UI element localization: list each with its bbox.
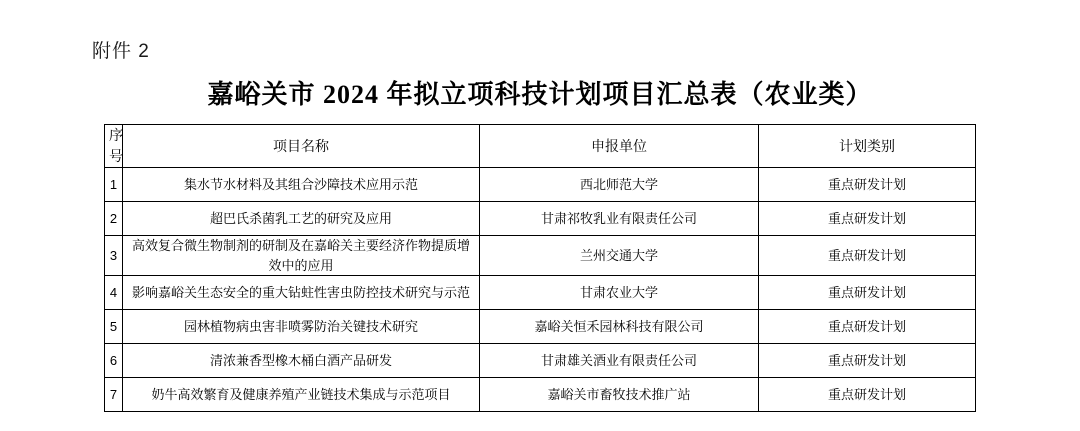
cell-plan-category: 重点研发计划: [759, 378, 976, 412]
cell-index: 6: [105, 344, 123, 378]
table-row: [105, 378, 976, 412]
attachment-label: 附件 2: [92, 41, 150, 62]
cell-index: 5: [105, 310, 123, 344]
column-header-project-name: 项目名称: [123, 125, 480, 168]
cell-applicant-unit: 西北师范大学: [480, 168, 759, 202]
cell-project-name: 影响嘉峪关生态安全的重大钻蛀性害虫防控技术研究与示范: [123, 276, 480, 310]
cell-index: 1: [105, 168, 123, 202]
cell-plan-category: 重点研发计划: [759, 202, 976, 236]
cell-applicant-unit: 甘肃农业大学: [480, 276, 759, 310]
project-summary-table: [104, 124, 976, 412]
cell-index: 3: [105, 236, 123, 276]
cell-applicant-unit: 甘肃雄关酒业有限责任公司: [480, 344, 759, 378]
table-row: [105, 310, 976, 344]
cell-applicant-unit: 甘肃祁牧乳业有限责任公司: [480, 202, 759, 236]
cell-index: 4: [105, 276, 123, 310]
cell-plan-category: 重点研发计划: [759, 310, 976, 344]
cell-index: 7: [105, 378, 123, 412]
cell-project-name: 超巴氏杀菌乳工艺的研究及应用: [123, 202, 480, 236]
column-header-plan-category: 计划类别: [759, 125, 976, 168]
cell-plan-category: 重点研发计划: [759, 344, 976, 378]
cell-project-name: 高效复合微生物制剂的研制及在嘉峪关主要经济作物提质增效中的应用: [123, 236, 480, 276]
cell-index: 2: [105, 202, 123, 236]
table-header-row: [105, 125, 976, 168]
cell-project-name: 集水节水材料及其组合沙障技术应用示范: [123, 168, 480, 202]
cell-applicant-unit: 嘉峪关市畜牧技术推广站: [480, 378, 759, 412]
cell-applicant-unit: 嘉峪关恒禾园林科技有限公司: [480, 310, 759, 344]
page-title: 嘉峪关市 2024 年拟立项科技计划项目汇总表（农业类）: [207, 80, 873, 109]
cell-plan-category: 重点研发计划: [759, 276, 976, 310]
project-summary-table-wrapper: [104, 124, 976, 412]
table-row: [105, 236, 976, 276]
cell-plan-category: 重点研发计划: [759, 236, 976, 276]
cell-plan-category: 重点研发计划: [759, 168, 976, 202]
table-body: [105, 168, 976, 412]
table-header: [105, 125, 976, 168]
table-row: [105, 344, 976, 378]
table-row: [105, 202, 976, 236]
column-header-applicant-unit: 申报单位: [480, 125, 759, 168]
column-header-index: 序号: [105, 125, 123, 168]
cell-applicant-unit: 兰州交通大学: [480, 236, 759, 276]
cell-project-name: 园林植物病虫害非喷雾防治关键技术研究: [123, 310, 480, 344]
cell-project-name: 奶牛高效繁育及健康养殖产业链技术集成与示范项目: [123, 378, 480, 412]
table-row: [105, 276, 976, 310]
table-row: [105, 168, 976, 202]
cell-project-name: 清浓兼香型橡木桶白酒产品研发: [123, 344, 480, 378]
